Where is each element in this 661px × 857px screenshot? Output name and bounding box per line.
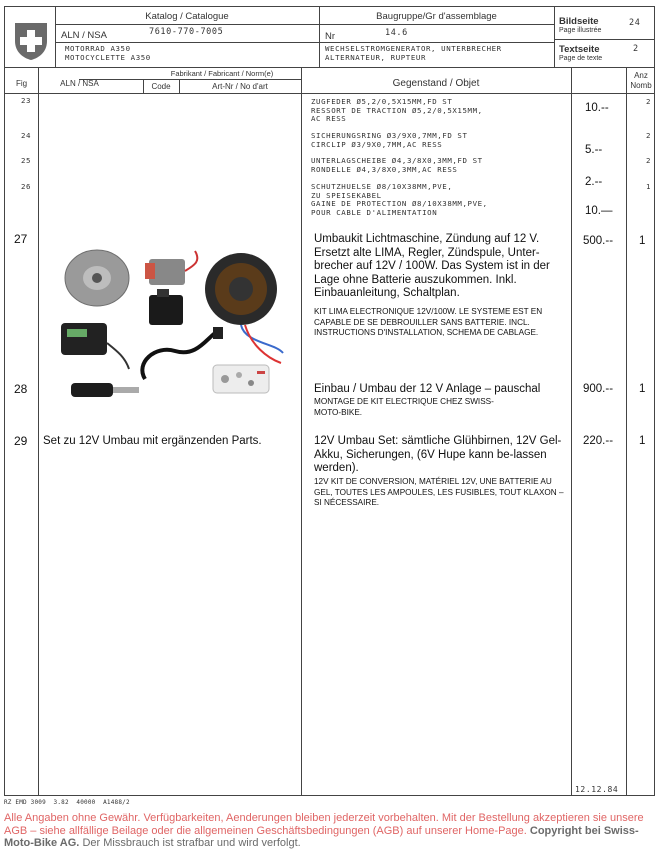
row-27-fig: 27 — [14, 232, 28, 246]
aln-header-label: ALN / NSA — [61, 30, 107, 41]
row-23-line-2: RESSORT DE TRACTION Ø5,2/0,5X15MM, — [311, 105, 483, 115]
textseite-sub: Page de texte — [559, 55, 603, 62]
row-26-line-4: POUR CABLE D'ALIMENTATION — [311, 207, 438, 217]
col-nomb: Nomb — [630, 81, 652, 90]
row-29-description: 12V Umbau Set: sämtliche Glühbirnen, 12V Gel-Akku, Sicherungen, (6V Hupe kann be-lassen werden). — [314, 435, 562, 474]
baugruppe-label: Baugruppe/Gr d'assemblage — [376, 11, 497, 22]
row-23-price: 10.-- — [585, 102, 609, 114]
katalog-label: Katalog / Catalogue — [145, 11, 229, 22]
row-28-price: 900.-- — [583, 383, 614, 395]
bolt-image-icon — [71, 383, 139, 397]
aln-value: 7610-770-7005 — [149, 27, 224, 37]
row-23-qty: 2 — [646, 97, 652, 106]
row-28-fig: 28 — [14, 382, 28, 396]
col-aln: ALN / NSA — [60, 79, 99, 88]
rotor-image-icon — [65, 250, 129, 306]
row-29-caps: 12V KIT DE CONVERSION, MATÉRIEL 12V, UNE BATTERIE AU GEL, TOUTES LES AMPOULES, LES FUSIBLES, TOUT KLAXON – SI NÉCESSAIRE. — [314, 477, 564, 507]
row-28-qty: 1 — [639, 383, 646, 395]
nr-value: 14.6 — [385, 28, 408, 38]
row-24-line-2: CIRCLIP Ø3/9X0,7MM,AC RESS — [311, 139, 443, 149]
row-25-line-2: RONDELLE Ø4,3/8X0,3MM,AC RESS — [311, 164, 458, 174]
group-name-2: ALTERNATEUR, RUPTEUR — [325, 53, 426, 62]
row-29-qty: 1 — [639, 435, 646, 447]
row-25-price: 2.-- — [585, 176, 603, 188]
hardware-bag-image-icon — [213, 365, 269, 393]
legal-footer — [4, 812, 656, 850]
row-26-line-2: ZU SPEISEKABEL — [311, 190, 382, 200]
row-27-caps: KIT LIMA ELECTRONIQUE 12V/100W. LE SYSTEME EST EN CAPABLE DE SE DEBROUILLER SANS BATTERIE. INCL. INSTRUCTIONS D'INSTALLATION, SCHEMA DE CABLAGE. — [314, 307, 543, 337]
catalog-date: 12.12.84 — [575, 785, 619, 794]
col-gegenstand: Gegenstand / Objet — [392, 78, 480, 89]
ignition-coil-image-icon — [149, 289, 183, 325]
textseite-value: 2 — [633, 44, 639, 54]
row-23-fig: 23 — [21, 96, 32, 105]
col-anz: Anz — [634, 71, 648, 80]
row-29-aln-text: Set zu 12V Umbau mit ergänzenden Parts. — [43, 435, 262, 447]
row-27-qty: 1 — [639, 235, 646, 247]
row-26-line-3: GAINE DE PROTECTION Ø8/10X38MM,PVE, — [311, 199, 488, 209]
bildseite-sub: Page illustrée — [559, 27, 602, 34]
row-26-fig: 26 — [21, 182, 32, 191]
row-29-price: 220.-- — [583, 435, 614, 447]
stator-image-icon — [205, 253, 283, 363]
col-artnr: Art-Nr / No d'art — [212, 82, 268, 91]
row-24-fig: 24 — [21, 131, 32, 140]
group-name-1: WECHSELSTROMGENERATOR, UNTERBRECHER — [325, 44, 502, 53]
bildseite-value: 24 — [629, 18, 641, 28]
row-27-price: 500.-- — [583, 235, 614, 247]
row-28-caps: MONTAGE DE KIT ELECTRIQUE CHEZ SWISS-MOTO-BIKE. — [314, 397, 494, 417]
footer-copyright: Copyright bei Swiss-Moto-Bike AG. — [4, 824, 639, 849]
model-line-2: MOTOCYCLETTE A350 — [65, 53, 151, 62]
footer-abuse-note: Der Missbrauch ist strafbar und wird verfolgt. — [82, 837, 301, 849]
col-code: Code — [151, 82, 171, 91]
row-27-description: Umbaukit Lichtmaschine, Zündung auf 12 V. Ersetzt alte LIMA, Regler, Zündspule, Unter-brecher auf 12V / 100W. Das System ist in der Lage ohne Batterie auszukommen. Inkl. Einbauanleitung, Schaltplan. — [314, 233, 550, 299]
model-line-1: MOTORRAD A350 — [65, 44, 131, 53]
row-24-line-1: SICHERUNGSRING Ø3/9X0,7MM,FD ST — [311, 131, 468, 140]
row-28-description: Einbau / Umbau der 12 V Anlage – pauschal — [314, 383, 541, 395]
row-24-price: 5.-- — [585, 144, 603, 156]
row-26-price: 10.— — [585, 205, 613, 217]
ignition-cable-image-icon — [142, 327, 223, 379]
swiss-cross-emblem-icon — [13, 21, 49, 61]
bildseite-label: Bildseite — [559, 16, 599, 27]
row-25-line-1: UNTERLAGSCHEIBE Ø4,3/8X0,3MM,FD ST — [311, 156, 483, 165]
col-fig: Fig — [15, 79, 28, 88]
row-26-qty: 1 — [646, 182, 652, 191]
cdi-box-image-icon — [61, 323, 129, 369]
form-code: RZ EMD 3009 3.82 40000 A1488/2 — [4, 799, 130, 806]
row-23-line-1: ZUGFEDER Ø5,2/0,5X15MM,FD ST — [311, 97, 453, 106]
row-26-line-1: SCHUTZHUELSE Ø8/10X38MM,PVE, — [311, 182, 453, 191]
row-29-fig: 29 — [14, 434, 28, 448]
row-25-qty: 2 — [646, 156, 652, 165]
textseite-label: Textseite — [559, 44, 600, 55]
regulator-image-icon — [145, 251, 197, 285]
row-24-qty: 2 — [646, 131, 652, 140]
catalog-page — [4, 6, 655, 796]
product-photo — [45, 233, 293, 413]
nr-label: Nr — [325, 31, 336, 42]
row-23-line-3: AC RESS — [311, 114, 347, 124]
row-25-fig: 25 — [21, 156, 32, 165]
footer-disclaimer: Alle Angaben ohne Gewähr. Verfügbarkeiten, Aenderungen bleiben jederzeit vorbehalten. Mit der Bestellung akzeptieren sie unsere AGB – siehe allfällige Beilage oder die allgemeinen Geschäftsbedingungen (AGB) auf unserer Home-Page. — [4, 812, 644, 837]
col-fabrikant: Fabrikant / Fabricant / Norm(e) — [170, 69, 274, 78]
